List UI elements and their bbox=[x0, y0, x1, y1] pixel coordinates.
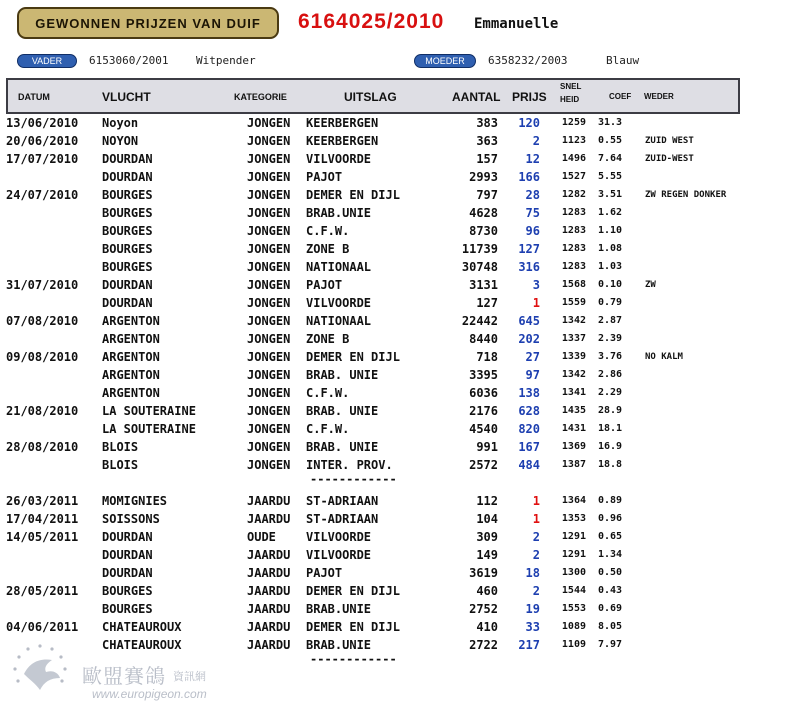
cell-flight: BOURGES bbox=[102, 584, 153, 598]
cell-flight: DOURDAN bbox=[102, 530, 153, 544]
cell-result: PAJOT bbox=[306, 566, 343, 580]
cell-count: 127 bbox=[476, 296, 498, 310]
cell-prize: 484 bbox=[518, 458, 540, 472]
cell-coef: 5.55 bbox=[598, 171, 623, 182]
page-title: GEWONNEN PRIJZEN VAN DUIF bbox=[35, 15, 261, 31]
table-row bbox=[0, 330, 790, 348]
cell-flight: CHATEAUROUX bbox=[102, 638, 182, 652]
cell-flight: DOURDAN bbox=[102, 170, 153, 184]
cell-flight: DOURDAN bbox=[102, 296, 153, 310]
cell-result: NATIONAAL bbox=[306, 314, 372, 328]
cell-coef: 16.9 bbox=[598, 441, 623, 452]
cell-flight: ARGENTON bbox=[102, 350, 160, 364]
cell-coef: 18.1 bbox=[598, 423, 623, 434]
cell-coef: 7.64 bbox=[598, 153, 623, 164]
cell-coef: 0.96 bbox=[598, 513, 623, 524]
cell-result: C.F.W. bbox=[306, 422, 350, 436]
cell-category: JONGEN bbox=[247, 224, 291, 238]
cell-prize: 316 bbox=[518, 260, 540, 274]
cell-speed: 1339 bbox=[561, 351, 586, 362]
cell-speed: 1283 bbox=[561, 261, 586, 272]
cell-flight: ARGENTON bbox=[102, 332, 160, 346]
cell-date: 20/06/2010 bbox=[6, 134, 79, 148]
cell-category: JONGEN bbox=[247, 242, 291, 256]
cell-coef: 1.08 bbox=[598, 243, 623, 254]
cell-weather: ZUID-WEST bbox=[645, 154, 694, 164]
cell-speed: 1544 bbox=[561, 585, 586, 596]
table-row bbox=[0, 186, 790, 204]
father-color: Witpender bbox=[196, 54, 256, 67]
table-row bbox=[0, 240, 790, 258]
table-row bbox=[0, 402, 790, 420]
cell-coef: 2.86 bbox=[598, 369, 623, 380]
cell-result: VILVOORDE bbox=[306, 548, 372, 562]
cell-speed: 1496 bbox=[561, 153, 586, 164]
cell-speed: 1291 bbox=[561, 531, 586, 542]
cell-category: JONGEN bbox=[247, 206, 291, 220]
cell-result: DEMER EN DIJL bbox=[306, 188, 400, 202]
cell-coef: 18.8 bbox=[598, 459, 623, 470]
table-row bbox=[0, 366, 790, 384]
cell-flight: BOURGES bbox=[102, 260, 153, 274]
cell-coef: 3.51 bbox=[598, 189, 623, 200]
cell-speed: 1553 bbox=[561, 603, 586, 614]
watermark-url: www.europigeon.com bbox=[92, 687, 207, 701]
cell-category: JAARDU bbox=[247, 512, 291, 526]
cell-count: 410 bbox=[476, 620, 498, 634]
cell-count: 3619 bbox=[469, 566, 498, 580]
cell-result: C.F.W. bbox=[306, 224, 350, 238]
cell-speed: 1337 bbox=[561, 333, 586, 344]
cell-prize: 1 bbox=[532, 512, 540, 526]
watermark-chinese: 歐盟賽鴿 bbox=[82, 664, 166, 688]
cell-speed: 1568 bbox=[561, 279, 586, 290]
cell-coef: 3.76 bbox=[598, 351, 623, 362]
cell-coef: 0.69 bbox=[598, 603, 623, 614]
cell-prize: 12 bbox=[525, 152, 540, 166]
cell-count: 2752 bbox=[469, 602, 498, 616]
cell-flight: DOURDAN bbox=[102, 278, 153, 292]
cell-prize: 28 bbox=[525, 188, 540, 202]
table-row bbox=[0, 492, 790, 510]
cell-flight: BLOIS bbox=[102, 458, 139, 472]
cell-speed: 1369 bbox=[561, 441, 586, 452]
mother-ring: 6358232/2003 bbox=[488, 54, 568, 67]
cell-count: 22442 bbox=[461, 314, 498, 328]
cell-count: 4628 bbox=[469, 206, 498, 220]
table-row bbox=[0, 600, 790, 618]
cell-speed: 1300 bbox=[561, 567, 586, 578]
cell-speed: 1282 bbox=[561, 189, 586, 200]
cell-result: KEERBERGEN bbox=[306, 134, 379, 148]
table-row bbox=[0, 114, 790, 132]
cell-result: PAJOT bbox=[306, 278, 343, 292]
cell-coef: 31.3 bbox=[598, 117, 623, 128]
cell-count: 30748 bbox=[461, 260, 498, 274]
table-row bbox=[0, 438, 790, 456]
cell-count: 112 bbox=[476, 494, 498, 508]
cell-coef: 1.03 bbox=[598, 261, 623, 272]
cell-count: 2176 bbox=[469, 404, 498, 418]
cell-prize: 33 bbox=[525, 620, 540, 634]
cell-category: JONGEN bbox=[247, 188, 291, 202]
cell-weather: ZW REGEN DONKER bbox=[645, 190, 727, 200]
cell-result: VILVOORDE bbox=[306, 152, 372, 166]
cell-result: VILVOORDE bbox=[306, 296, 372, 310]
cell-count: 11739 bbox=[461, 242, 498, 256]
europigeon-logo bbox=[6, 640, 74, 706]
cell-result: BRAB.UNIE bbox=[306, 206, 372, 220]
cell-flight: BOURGES bbox=[102, 242, 153, 256]
cell-category: JONGEN bbox=[247, 116, 291, 130]
cell-count: 3395 bbox=[469, 368, 498, 382]
cell-result: PAJOT bbox=[306, 170, 343, 184]
cell-date: 17/07/2010 bbox=[6, 152, 79, 166]
cell-coef: 2.87 bbox=[598, 315, 623, 326]
cell-flight: BOURGES bbox=[102, 206, 153, 220]
cell-count: 8440 bbox=[469, 332, 498, 346]
cell-count: 6036 bbox=[469, 386, 498, 400]
pigeon-name: Emmanuelle bbox=[474, 16, 559, 32]
cell-prize: 97 bbox=[525, 368, 540, 382]
cell-prize: 166 bbox=[518, 170, 540, 184]
cell-coef: 0.50 bbox=[598, 567, 623, 578]
cell-result: C.F.W. bbox=[306, 386, 350, 400]
cell-category: JAARDU bbox=[247, 494, 291, 508]
cell-speed: 1353 bbox=[561, 513, 586, 524]
cell-result: ST-ADRIAAN bbox=[306, 494, 379, 508]
table-row bbox=[0, 204, 790, 222]
cell-speed: 1283 bbox=[561, 225, 586, 236]
cell-prize: 138 bbox=[518, 386, 540, 400]
col-coef: COEF bbox=[609, 92, 632, 101]
cell-category: JONGEN bbox=[247, 134, 291, 148]
table-row bbox=[0, 294, 790, 312]
cell-category: JONGEN bbox=[247, 368, 291, 382]
table-row bbox=[0, 564, 790, 582]
table-row bbox=[0, 546, 790, 564]
mother-badge bbox=[414, 54, 476, 68]
cell-coef: 0.79 bbox=[598, 297, 623, 308]
col-aantal: AANTAL bbox=[452, 90, 501, 104]
cell-category: JAARDU bbox=[247, 566, 291, 580]
cell-speed: 1259 bbox=[561, 117, 586, 128]
cell-category: JAARDU bbox=[247, 584, 291, 598]
cell-prize: 75 bbox=[525, 206, 540, 220]
cell-date: 04/06/2011 bbox=[6, 620, 79, 634]
cell-prize: 2 bbox=[532, 134, 540, 148]
cell-speed: 1089 bbox=[561, 621, 586, 632]
cell-count: 149 bbox=[476, 548, 498, 562]
cell-coef: 1.34 bbox=[598, 549, 623, 560]
cell-speed: 1364 bbox=[561, 495, 586, 506]
cell-category: JONGEN bbox=[247, 314, 291, 328]
cell-flight: BOURGES bbox=[102, 224, 153, 238]
cell-count: 363 bbox=[476, 134, 498, 148]
cell-flight: Noyon bbox=[102, 116, 139, 130]
cell-category: JONGEN bbox=[247, 332, 291, 346]
cell-speed: 1283 bbox=[561, 243, 586, 254]
cell-count: 718 bbox=[476, 350, 498, 364]
col-weder: WEDER bbox=[644, 92, 674, 101]
cell-flight: BOURGES bbox=[102, 602, 153, 616]
cell-coef: 0.65 bbox=[598, 531, 623, 542]
cell-coef: 7.97 bbox=[598, 639, 623, 650]
cell-count: 2572 bbox=[469, 458, 498, 472]
cell-date: 24/07/2010 bbox=[6, 188, 79, 202]
cell-count: 460 bbox=[476, 584, 498, 598]
cell-category: JONGEN bbox=[247, 260, 291, 274]
cell-prize: 120 bbox=[518, 116, 540, 130]
cell-category: JONGEN bbox=[247, 386, 291, 400]
cell-count: 383 bbox=[476, 116, 498, 130]
cell-category: JONGEN bbox=[247, 152, 291, 166]
cell-flight: LA SOUTERAINE bbox=[102, 422, 196, 436]
cell-coef: 2.29 bbox=[598, 387, 623, 398]
cell-result: DEMER EN DIJL bbox=[306, 350, 400, 364]
cell-count: 797 bbox=[476, 188, 498, 202]
cell-coef: 0.55 bbox=[598, 135, 623, 146]
cell-prize: 202 bbox=[518, 332, 540, 346]
cell-result: BRAB. UNIE bbox=[306, 440, 379, 454]
cell-result: BRAB.UNIE bbox=[306, 602, 372, 616]
cell-prize: 217 bbox=[518, 638, 540, 652]
cell-prize: 18 bbox=[525, 566, 540, 580]
cell-speed: 1341 bbox=[561, 387, 586, 398]
col-datum: DATUM bbox=[18, 92, 50, 102]
cell-coef: 28.9 bbox=[598, 405, 623, 416]
cell-category: JONGEN bbox=[247, 458, 291, 472]
cell-flight: BLOIS bbox=[102, 440, 139, 454]
cell-result: BRAB. UNIE bbox=[306, 404, 379, 418]
cell-category: JONGEN bbox=[247, 404, 291, 418]
cell-prize: 1 bbox=[532, 296, 540, 310]
cell-category: JONGEN bbox=[247, 278, 291, 292]
cell-result: BRAB.UNIE bbox=[306, 638, 372, 652]
separator-dashes-bottom: ------------ bbox=[310, 652, 397, 666]
cell-category: JONGEN bbox=[247, 170, 291, 184]
table-row bbox=[0, 618, 790, 636]
table-header bbox=[6, 78, 740, 114]
cell-speed: 1291 bbox=[561, 549, 586, 560]
table-row bbox=[0, 168, 790, 186]
cell-date: 09/08/2010 bbox=[6, 350, 79, 364]
cell-speed: 1527 bbox=[561, 171, 586, 182]
cell-speed: 1283 bbox=[561, 207, 586, 218]
table-row bbox=[0, 510, 790, 528]
cell-date: 21/08/2010 bbox=[6, 404, 79, 418]
cell-count: 2722 bbox=[469, 638, 498, 652]
father-badge bbox=[17, 54, 77, 68]
cell-speed: 1431 bbox=[561, 423, 586, 434]
cell-category: JAARDU bbox=[247, 602, 291, 616]
cell-result: KEERBERGEN bbox=[306, 116, 379, 130]
cell-flight: CHATEAUROUX bbox=[102, 620, 182, 634]
table-row bbox=[0, 312, 790, 330]
separator-dashes: ------------ bbox=[310, 472, 397, 486]
cell-coef: 0.43 bbox=[598, 585, 623, 596]
cell-date: 14/05/2011 bbox=[6, 530, 79, 544]
table-row bbox=[0, 222, 790, 240]
cell-result: DEMER EN DIJL bbox=[306, 584, 400, 598]
cell-result: BRAB. UNIE bbox=[306, 368, 379, 382]
father-ring: 6153060/2001 bbox=[89, 54, 169, 67]
cell-coef: 0.89 bbox=[598, 495, 623, 506]
cell-result: DEMER EN DIJL bbox=[306, 620, 400, 634]
col-vlucht: VLUCHT bbox=[102, 90, 151, 104]
father-label: VADER bbox=[31, 56, 63, 66]
cell-result: ST-ADRIAAN bbox=[306, 512, 379, 526]
watermark-chinese-small: 資訊網 bbox=[173, 670, 206, 683]
table-row bbox=[0, 420, 790, 438]
cell-flight: DOURDAN bbox=[102, 548, 153, 562]
cell-prize: 645 bbox=[518, 314, 540, 328]
table-row bbox=[0, 132, 790, 150]
cell-flight: LA SOUTERAINE bbox=[102, 404, 196, 418]
table-row bbox=[0, 348, 790, 366]
cell-flight: NOYON bbox=[102, 134, 139, 148]
cell-count: 104 bbox=[476, 512, 498, 526]
cell-coef: 0.10 bbox=[598, 279, 623, 290]
mother-label: MOEDER bbox=[425, 56, 465, 66]
cell-coef: 1.62 bbox=[598, 207, 623, 218]
cell-prize: 27 bbox=[525, 350, 540, 364]
cell-prize: 2 bbox=[532, 530, 540, 544]
cell-coef: 2.39 bbox=[598, 333, 623, 344]
cell-speed: 1387 bbox=[561, 459, 586, 470]
cell-result: VILVOORDE bbox=[306, 530, 372, 544]
cell-result: INTER. PROV. bbox=[306, 458, 393, 472]
col-heid: HEID bbox=[560, 95, 580, 104]
col-kategorie: KATEGORIE bbox=[234, 92, 287, 102]
cell-date: 28/05/2011 bbox=[6, 584, 79, 598]
cell-flight: DOURDAN bbox=[102, 566, 153, 580]
cell-prize: 167 bbox=[518, 440, 540, 454]
cell-date: 17/04/2011 bbox=[6, 512, 79, 526]
cell-date: 31/07/2010 bbox=[6, 278, 79, 292]
cell-speed: 1109 bbox=[561, 639, 586, 650]
cell-weather: NO KALM bbox=[645, 352, 683, 362]
cell-count: 157 bbox=[476, 152, 498, 166]
cell-count: 991 bbox=[476, 440, 498, 454]
cell-count: 3131 bbox=[469, 278, 498, 292]
cell-result: ZONE B bbox=[306, 242, 350, 256]
pigeon-ring-number: 6164025/2010 bbox=[298, 10, 445, 33]
table-row bbox=[0, 384, 790, 402]
col-snel: SNEL bbox=[560, 82, 582, 91]
cell-category: JAARDU bbox=[247, 638, 291, 652]
cell-flight: DOURDAN bbox=[102, 152, 153, 166]
cell-speed: 1123 bbox=[561, 135, 586, 146]
cell-prize: 820 bbox=[518, 422, 540, 436]
cell-count: 309 bbox=[476, 530, 498, 544]
cell-prize: 19 bbox=[525, 602, 540, 616]
cell-category: JAARDU bbox=[247, 620, 291, 634]
table-row bbox=[0, 150, 790, 168]
cell-prize: 1 bbox=[532, 494, 540, 508]
cell-category: JONGEN bbox=[247, 440, 291, 454]
cell-date: 13/06/2010 bbox=[6, 116, 79, 130]
cell-weather: ZUID WEST bbox=[645, 136, 694, 146]
cell-date: 28/08/2010 bbox=[6, 440, 79, 454]
cell-count: 8730 bbox=[469, 224, 498, 238]
table-row bbox=[0, 582, 790, 600]
cell-date: 07/08/2010 bbox=[6, 314, 79, 328]
mother-color: Blauw bbox=[606, 54, 640, 67]
cell-category: JAARDU bbox=[247, 548, 291, 562]
cell-coef: 8.05 bbox=[598, 621, 623, 632]
cell-speed: 1559 bbox=[561, 297, 586, 308]
cell-flight: ARGENTON bbox=[102, 368, 160, 382]
cell-coef: 1.10 bbox=[598, 225, 623, 236]
cell-speed: 1342 bbox=[561, 315, 586, 326]
cell-speed: 1342 bbox=[561, 369, 586, 380]
cell-category: JONGEN bbox=[247, 350, 291, 364]
table-row bbox=[0, 528, 790, 546]
cell-flight: ARGENTON bbox=[102, 314, 160, 328]
col-uitslag: UITSLAG bbox=[344, 90, 397, 104]
cell-count: 2993 bbox=[469, 170, 498, 184]
cell-flight: ARGENTON bbox=[102, 386, 160, 400]
cell-prize: 127 bbox=[518, 242, 540, 256]
cell-flight: BOURGES bbox=[102, 188, 153, 202]
cell-speed: 1435 bbox=[561, 405, 586, 416]
table-row bbox=[0, 276, 790, 294]
cell-prize: 2 bbox=[532, 548, 540, 562]
cell-category: OUDE bbox=[247, 530, 276, 544]
cell-category: JONGEN bbox=[247, 296, 291, 310]
col-prijs: PRIJS bbox=[512, 90, 547, 104]
cell-date: 26/03/2011 bbox=[6, 494, 79, 508]
cell-prize: 96 bbox=[525, 224, 540, 238]
cell-result: NATIONAAL bbox=[306, 260, 372, 274]
cell-flight: MOMIGNIES bbox=[102, 494, 168, 508]
table-row bbox=[0, 258, 790, 276]
cell-flight: SOISSONS bbox=[102, 512, 160, 526]
page-title-box bbox=[17, 7, 279, 39]
cell-prize: 3 bbox=[532, 278, 540, 292]
cell-category: JONGEN bbox=[247, 422, 291, 436]
cell-result: ZONE B bbox=[306, 332, 350, 346]
cell-prize: 628 bbox=[518, 404, 540, 418]
cell-count: 4540 bbox=[469, 422, 498, 436]
cell-weather: ZW bbox=[645, 280, 656, 290]
cell-prize: 2 bbox=[532, 584, 540, 598]
